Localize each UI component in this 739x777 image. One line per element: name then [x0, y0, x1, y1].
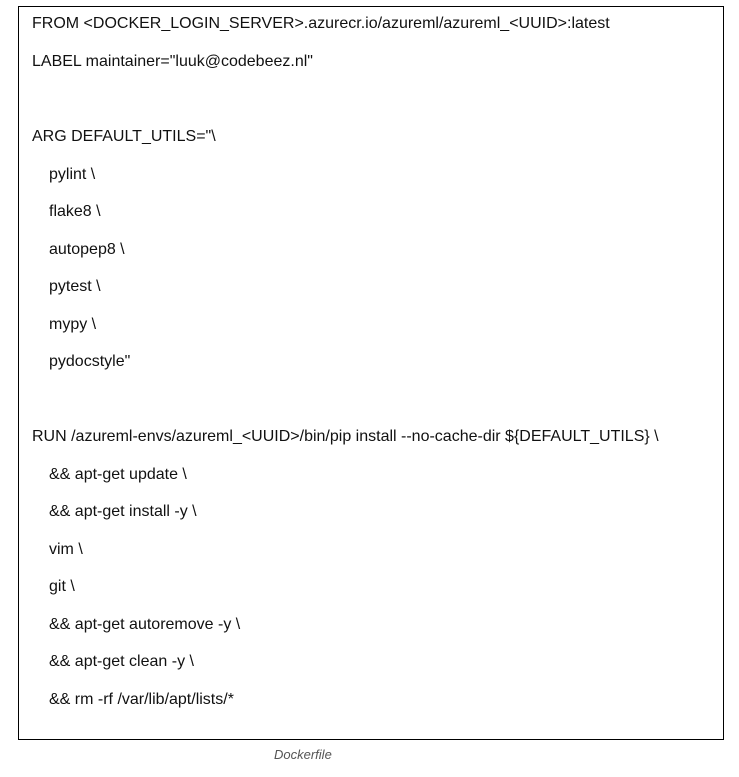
code-line-flake8: flake8 \ — [49, 203, 101, 220]
code-line-pydocstyle: pydocstyle" — [49, 353, 131, 370]
code-line-git: git \ — [49, 578, 75, 595]
code-line-rm-lists: && rm -rf /var/lib/apt/lists/* — [49, 691, 234, 708]
code-line-mypy: mypy \ — [49, 316, 97, 333]
figure-caption: Dockerfile — [274, 747, 332, 762]
code-line-from: FROM <DOCKER_LOGIN_SERVER>.azurecr.io/azureml/azureml_<UUID>:latest — [32, 15, 610, 32]
code-line-vim: vim \ — [49, 541, 83, 558]
code-line-apt-autoremove: && apt-get autoremove -y \ — [49, 616, 241, 633]
code-line-apt-update: && apt-get update \ — [49, 466, 187, 483]
code-line-autopep8: autopep8 \ — [49, 241, 125, 258]
dockerfile-code-box — [18, 6, 724, 740]
code-line-apt-clean: && apt-get clean -y \ — [49, 653, 194, 670]
code-line-run: RUN /azureml-envs/azureml_<UUID>/bin/pip install --no-cache-dir ${DEFAULT_UTILS} \ — [32, 428, 659, 445]
code-line-label: LABEL maintainer="luuk@codebeez.nl" — [32, 53, 313, 70]
code-line-pylint: pylint \ — [49, 166, 96, 183]
code-line-arg: ARG DEFAULT_UTILS="\ — [32, 128, 216, 145]
code-line-apt-install: && apt-get install -y \ — [49, 503, 197, 520]
code-line-pytest: pytest \ — [49, 278, 101, 295]
